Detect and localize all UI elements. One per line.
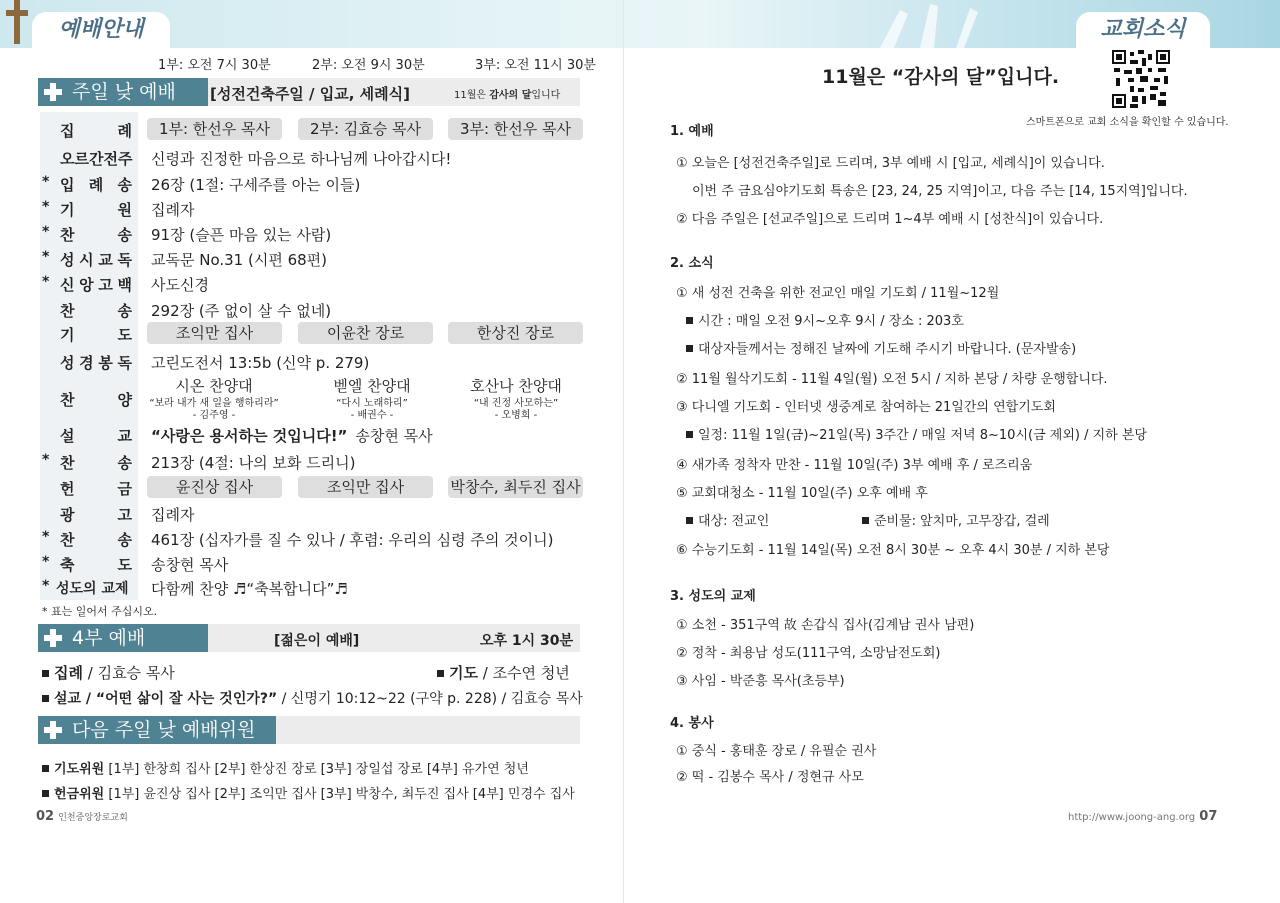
news-line	[692, 180, 1188, 199]
bullet-icon	[42, 670, 49, 677]
news-line	[676, 152, 1105, 171]
next-prayer-line	[42, 758, 529, 777]
choir-composer: - 오병희 -	[494, 410, 538, 421]
row-value: 91장 (슬픈 마음 있는 사람)	[151, 226, 332, 244]
assignee-pill: 이윤찬 장로	[298, 322, 433, 344]
cross-icon	[44, 629, 62, 647]
news-line-text: 이번 주 금요심야기도회 특송은 [23, 24, 25 지역]이고, 다음 주는 [14, 15지역]입니다.	[692, 184, 1188, 199]
page-divider	[623, 0, 624, 903]
row-value: 집례자	[151, 201, 195, 219]
row-label: 찬 송	[60, 226, 132, 244]
choir-composer: - 배권수 -	[350, 410, 394, 421]
standing-mark: *	[42, 224, 50, 240]
bullet-icon	[686, 345, 693, 352]
row-label: 신 앙 고 백	[60, 276, 132, 294]
preacher: 송창현 목사	[355, 427, 433, 445]
news-line-text: ① 소천 - 351구역 故 손갑식 집사(김계남 권사 남편)	[676, 618, 975, 633]
row-label: 설 교	[60, 427, 132, 445]
row-value	[151, 425, 433, 446]
sermon-title: / “어떤 삶이 잘 사는 것인가?”	[81, 691, 278, 707]
row-label: 성 경 봉 독	[60, 354, 132, 372]
assignee-pill: 박창수, 최두진 집사	[448, 476, 583, 498]
sermon-rest: / 신명기 10:12~22 (구약 p. 228) / 김효승 목사	[277, 691, 583, 707]
news-line-text: ② 정착 - 최용남 성도(111구역, 소망남전도회)	[676, 646, 941, 661]
news-line-text: 시간 : 매일 오전 9시~오후 9시 / 장소 : 203호	[698, 314, 964, 329]
choir-name: 시온 찬양대	[175, 377, 253, 395]
row-label: 오르간전주	[60, 150, 133, 168]
row-value: 집례자	[151, 506, 195, 524]
thanks-month-note	[454, 86, 560, 101]
news-line-text: 대상자들께서는 정해진 날짜에 기도해 주시기 바랍니다. (문자발송)	[698, 342, 1077, 357]
decorative-cross-icon	[6, 0, 28, 44]
note-pre: 11월은	[454, 90, 490, 101]
news-line	[676, 208, 1103, 227]
service-time-3: 3부: 오전 11시 30분	[475, 58, 596, 73]
row-label: 찬 양	[60, 391, 132, 409]
service-time-1: 1부: 오전 7시 30분	[158, 58, 271, 73]
row-value: 사도신경	[151, 276, 209, 294]
tab-worship-guide: 예배안내	[32, 12, 170, 48]
fourth-sermon	[42, 688, 583, 708]
news-line-text: ① 중식 - 홍태훈 장로 / 유필순 권사	[676, 744, 877, 759]
news-line-text: 준비물: 앞치마, 고무장갑, 걸레	[874, 514, 1050, 529]
assignee-pill: 2부: 김효승 목사	[298, 118, 433, 140]
news-line	[676, 482, 928, 501]
news-line-text: ② 떡 - 김봉수 목사 / 정현규 사모	[676, 770, 864, 785]
news-line-text: ① 오늘은 [성전건축주일]로 드리며, 3부 예배 시 [입교, 세례식]이 있습니다.	[676, 156, 1105, 171]
standing-mark: *	[42, 554, 50, 570]
row-value: 고린도전서 13:5b (신약 p. 279)	[151, 354, 370, 372]
note-bold: 감사의 달	[489, 90, 532, 101]
news-section-title: 2. 소식	[670, 256, 714, 271]
service-time-2: 2부: 오전 9시 30분	[312, 58, 425, 73]
note-post: 입니다	[531, 90, 561, 101]
news-line-text: ④ 새가족 정착자 만찬 - 11월 10일(주) 3부 예배 후 / 로즈리움	[676, 458, 1033, 473]
news-line-text: 일정: 11월 1일(금)~21일(목) 3주간 / 매일 저녁 8~10시(금 제외) / 지하 본당	[698, 428, 1147, 443]
news-section-title: 1. 예배	[670, 124, 714, 139]
news-line	[676, 642, 940, 661]
standing-mark: *	[42, 249, 50, 265]
bullet-icon	[686, 517, 693, 524]
news-line	[676, 396, 1056, 415]
row-label: 집 례	[60, 122, 132, 140]
row-value: 213장 (4절: 나의 보화 드리니)	[151, 454, 356, 472]
choir-song: “보라 내가 새 일을 행하리라”	[149, 398, 279, 409]
news-line-text: ① 새 성전 건축을 위한 전교인 매일 기도회 / 11월~12월	[676, 286, 1000, 301]
sunday-subtitle: [성전건축주일 / 입교, 세례식]	[210, 85, 410, 103]
bullet-icon	[686, 431, 693, 438]
row-value: 292장 (주 없이 살 수 없네)	[151, 302, 332, 320]
news-line	[676, 614, 974, 633]
standing-footnote: * 표는 일어서 주십시오.	[42, 605, 158, 618]
right-page-number: 07	[1199, 809, 1218, 824]
left-page-number: 02	[36, 809, 55, 824]
news-headline: 11월은 “감사의 달”입니다.	[822, 66, 1060, 88]
news-line	[686, 510, 769, 529]
news-section-title: 4. 봉사	[670, 716, 714, 731]
sunday-heading: 주일 낮 예배	[72, 81, 176, 103]
bullet-icon	[42, 765, 49, 772]
row-label: 헌 금	[60, 480, 132, 498]
row-label: 기 도	[60, 326, 132, 344]
news-line	[862, 510, 1050, 529]
row-value: 다함께 찬양 ♬“축복합니다”♬	[151, 580, 348, 598]
fourth-prayer	[437, 662, 570, 683]
news-line	[686, 424, 1147, 443]
row-label: 성도의 교제	[56, 581, 129, 597]
next-offering-text: [1부] 윤진상 집사 [2부] 조익만 집사 [3부] 박창수, 최두진 집사 [4부] 민경수 집사	[104, 787, 575, 802]
assignee-pill: 윤진상 집사	[147, 476, 282, 498]
row-label: 축 도	[60, 556, 132, 574]
officiant-name: / 김효승 목사	[82, 664, 175, 682]
news-line	[676, 539, 1109, 558]
choir-composer: - 김주영 -	[192, 410, 236, 421]
news-line	[676, 368, 1108, 387]
news-line-text: ② 11월 월삭기도회 - 11월 4일(월) 오전 5시 / 지하 본당 / 차량 운행합니다.	[676, 372, 1108, 387]
cross-icon	[44, 721, 62, 739]
fourth-time: 오후 1시 30분	[480, 633, 574, 649]
bullet-icon	[686, 317, 693, 324]
row-value: 461장 (십자가를 질 수 있나 / 후렴: 우리의 심령 주의 것이니)	[151, 531, 554, 549]
fourth-heading: 4부 예배	[72, 627, 146, 649]
fourth-header-badge	[38, 624, 208, 652]
bullet-icon	[862, 517, 869, 524]
news-line-text: ③ 사임 - 박준흥 목사(초등부)	[676, 674, 845, 689]
prayer-name: / 조수연 청년	[477, 664, 570, 682]
row-label: 찬 송	[60, 454, 132, 472]
choir-song: “내 진정 사모하는”	[473, 398, 559, 409]
standing-mark: *	[42, 529, 50, 545]
row-label: 입 례 송	[60, 176, 132, 194]
right-footer	[1068, 809, 1217, 824]
news-line-text: ② 다음 주일은 [선교주일]으로 드리며 1~4부 예배 시 [성찬식]이 있습니다.	[676, 212, 1104, 227]
news-line	[676, 766, 864, 785]
next-heading: 다음 주일 낮 예배위원	[72, 719, 256, 741]
bullet-icon	[42, 695, 49, 702]
assignee-pill: 한상진 장로	[448, 322, 583, 344]
next-header-badge	[38, 716, 276, 744]
tab-church-news: 교회소식	[1076, 12, 1210, 48]
standing-mark: *	[42, 578, 50, 594]
news-line	[676, 670, 845, 689]
row-label: 찬 송	[60, 531, 132, 549]
news-line-text: ⑤ 교회대청소 - 11월 10일(주) 오후 예배 후	[676, 486, 928, 501]
standing-mark: *	[42, 199, 50, 215]
row-value: 신령과 진정한 마음으로 하나님께 나아갑시다!	[151, 150, 452, 168]
assignee-pill: 조익만 집사	[298, 476, 433, 498]
decorative-hands-icon	[860, 0, 1000, 48]
assignee-pill: 1부: 한선우 목사	[147, 118, 282, 140]
choir-name: 호산나 찬양대	[470, 377, 562, 395]
next-offering-label: 헌금위원	[54, 787, 105, 802]
fourth-subtitle: [젊은이 예배]	[274, 633, 360, 649]
row-value: 송창현 목사	[151, 556, 229, 574]
row-label: 찬 송	[60, 302, 132, 320]
assignee-pill: 3부: 한선우 목사	[448, 118, 583, 140]
church-name: 인천중앙장로교회	[58, 813, 128, 823]
news-line	[676, 740, 876, 759]
qr-caption: 스마트폰으로 교회 소식을 확인할 수 있습니다.	[1026, 117, 1229, 128]
sunday-header-badge	[38, 78, 208, 106]
row-label: 기 원	[60, 201, 132, 219]
standing-mark: *	[42, 452, 50, 468]
sermon-label: 설교	[54, 691, 82, 707]
assignee-pill: 조익만 집사	[147, 322, 282, 344]
news-line	[676, 282, 999, 301]
row-value: 교독문 No.31 (시편 68편)	[151, 251, 328, 269]
row-label: 성 시 교 독	[60, 251, 132, 269]
row-value: 26장 (1절: 구세주를 아는 이들)	[151, 176, 361, 194]
news-line	[676, 454, 1032, 473]
sermon-title: “사랑은 용서하는 것입니다!”	[151, 427, 348, 445]
church-url[interactable]: http://www.joong-ang.org	[1068, 812, 1196, 823]
news-line	[686, 338, 1076, 357]
bullet-icon	[437, 670, 444, 677]
choir-song: “다시 노래하리”	[336, 398, 408, 409]
next-prayer-label: 기도위원	[54, 762, 105, 777]
news-line-text: ③ 다니엘 기도회 - 인터넷 생중계로 참여하는 21일간의 연합기도회	[676, 400, 1056, 415]
qr-code[interactable]	[1112, 50, 1170, 108]
next-offering-line	[42, 783, 575, 802]
cross-icon	[44, 83, 62, 101]
prayer-label: 기도	[449, 664, 478, 682]
officiant-label: 집례	[54, 664, 83, 682]
bullet-icon	[42, 790, 49, 797]
fourth-officiant	[42, 662, 175, 683]
news-line	[686, 310, 964, 329]
news-line-text: ⑥ 수능기도회 - 11월 14일(목) 오전 8시 30분 ~ 오후 4시 30분 / 지하 본당	[676, 543, 1110, 558]
left-footer	[36, 809, 128, 824]
standing-mark: *	[42, 174, 50, 190]
standing-mark: *	[42, 274, 50, 290]
choir-name: 벧엘 찬양대	[333, 377, 411, 395]
next-prayer-text: [1부] 한창희 집사 [2부] 한상진 장로 [3부] 장일섭 장로 [4부] 유가연 청년	[104, 762, 529, 777]
news-line-text: 대상: 전교인	[698, 514, 770, 529]
news-section-title: 3. 성도의 교제	[670, 589, 756, 604]
row-label: 광 고	[60, 506, 132, 524]
